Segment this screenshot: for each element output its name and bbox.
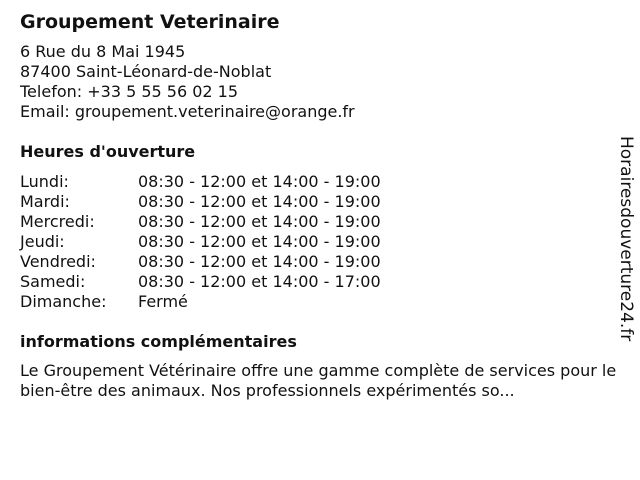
day-label: Vendredi: (20, 252, 96, 271)
phone-number: Telefon: +33 5 55 56 02 15 (20, 82, 239, 101)
email-address: Email: groupement.veterinaire@orange.fr (20, 102, 355, 121)
day-hours: 08:30 - 12:00 et 14:00 - 19:00 (138, 172, 381, 191)
day-label: Lundi: (20, 172, 69, 191)
address-city: 87400 Saint-Léonard-de-Noblat (20, 62, 272, 81)
hours-row-dimanche (20, 292, 381, 312)
day-hours: 08:30 - 12:00 et 14:00 - 19:00 (138, 252, 381, 271)
site-watermark: Horairesdouverture24.fr (616, 136, 636, 342)
day-label: Mercredi: (20, 212, 95, 231)
day-label: Dimanche: (20, 292, 107, 311)
opening-hours-table (20, 172, 381, 312)
hours-row-mardi (20, 192, 381, 212)
hours-row-mercredi (20, 212, 381, 232)
additional-info-heading: informations complémentaires (20, 332, 297, 351)
address-street: 6 Rue du 8 Mai 1945 (20, 42, 186, 61)
day-hours: 08:30 - 12:00 et 14:00 - 19:00 (138, 212, 381, 231)
day-label: Jeudi: (20, 232, 65, 251)
additional-info-text: Le Groupement Vétérinaire offre une gamme complète de services pour le bien-être des animaux. Nos professionnels expérimentés so... (20, 361, 617, 400)
day-hours: 08:30 - 12:00 et 14:00 - 19:00 (138, 232, 381, 251)
hours-row-lundi (20, 172, 381, 192)
day-label: Mardi: (20, 192, 70, 211)
day-label: Samedi: (20, 272, 86, 291)
day-hours: 08:30 - 12:00 et 14:00 - 17:00 (138, 272, 381, 291)
day-hours: 08:30 - 12:00 et 14:00 - 19:00 (138, 192, 381, 211)
hours-row-jeudi (20, 232, 381, 252)
day-hours: Fermé (138, 292, 188, 311)
opening-hours-heading: Heures d'ouverture (20, 142, 196, 161)
hours-row-samedi (20, 272, 381, 292)
business-name: Groupement Veterinaire (20, 11, 280, 33)
business-card (20, 10, 620, 417)
hours-row-vendredi (20, 252, 381, 272)
